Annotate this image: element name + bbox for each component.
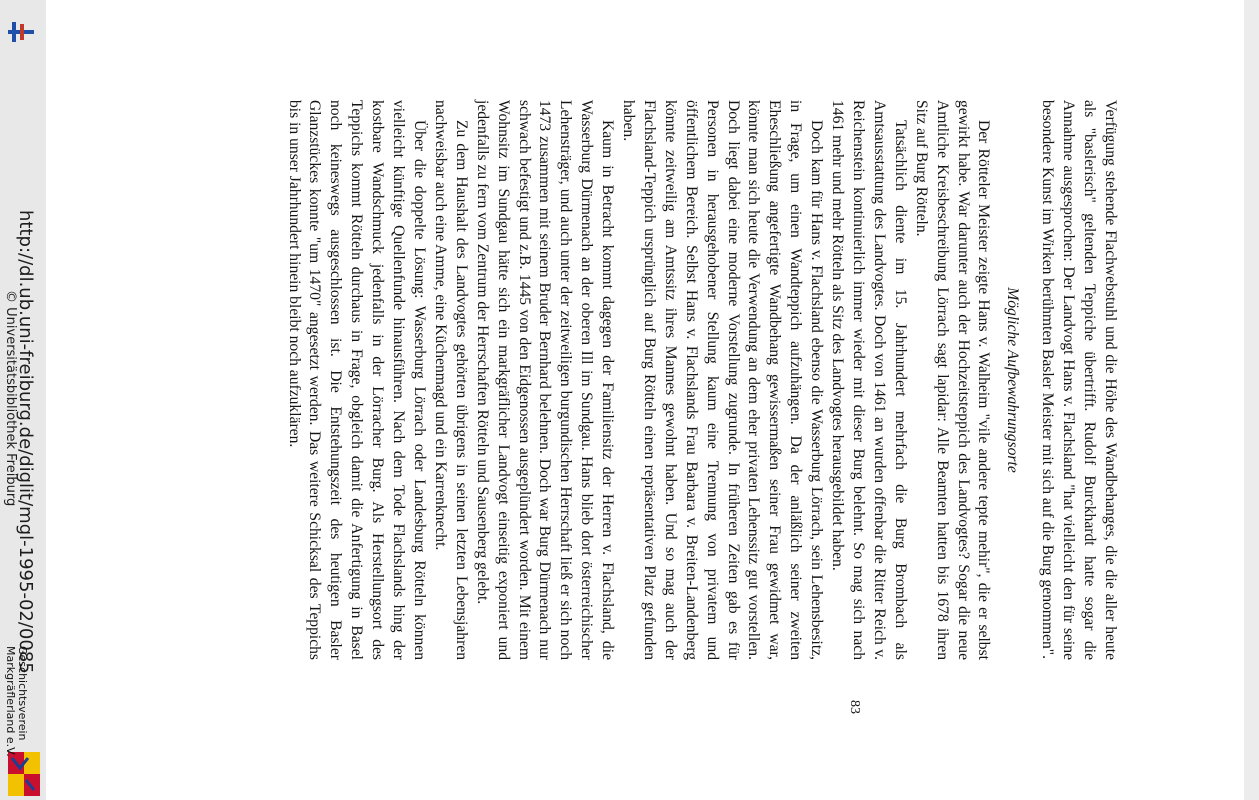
continuation-paragraph: Verfügung stehende Flachwebstuhl und die Höhe des Wandbehanges, die die aller heute als "baslerisch" geltenden Teppiche übertrifft. Rudolf Burckhardt hatte sogar die Annahme ausgesprochen: Der Landvogt Hans v. Flachsland "hat vielleicht den für seine besondere Kunst im Wirken berühmten Basler Meister mit sich auf die Burg genommen". xyxy=(1039,100,1119,660)
body-paragraph: Der Rötteler Meister zeigte Hans v. Walheim "vile andere tepte mehir", die er selbst gewirkt habe. War darunter auch der Hochzeitsteppich des Landvogtes? Sogar die neue Amtliche Kreisbeschreibung Lörrach sagt lapidar: Alle Beamten hatten bis 1678 ihren Sitz auf Burg Rötteln. xyxy=(912,100,993,660)
page-text-block xyxy=(283,100,1120,660)
body-paragraph: Kaum in Betracht kommt dagegen der Familiensitz der Herren v. Flachsland, die Wasserburg Dürmenach an der oberen Ill im Sundgau. Hans blieb dort österreichischer Lehensträger, und auch unter der zeitweiligen burgundischen Herrschaft ließ er sich noch 1473 zusammen mit seinem Bruder Bernhard belehnen. Doch war Burg Dürmenach nur schwach befestigt und z.B. 1445 von den Eidgenossen ausgeplündert worden. Mit einem Wohnsitz im Sundgau hätte sich ein markgräflicher Landvogt einseitig exponiert und jedenfalls zu fern vom Zentrum der Herrschaften Rötteln und Sausenberg gelebt. xyxy=(473,100,617,660)
society-name xyxy=(4,646,28,757)
body-paragraph: Zu dem Haushalt des Landvogtes gehörten übrigens in seinen letzten Lebensjahren nachweisbar auch eine Amme, eine Küchenmagd und ein Karrenknecht. xyxy=(431,100,470,660)
body-paragraph: Tatsächlich diente im 15. Jahrhundert mehrfach die Burg Brombach als Amtsausstattung des Landvogtes. Doch von 1461 an wurden offenbar die Ritter Reich v. Reichenstein kontinuierlich immer wieder mit dieser Burg belehnt. So mag sich nach 1461 mehr und mehr Rötteln als Sitz des Landvogtes herausgebildet haben. xyxy=(829,100,909,660)
viewer-right-margin xyxy=(1244,0,1259,800)
body-paragraph: Über die doppelte Lösung: Wasserburg Lörrach oder Landesburg Rötteln können vielleicht künftige Quellenfunde hinausführen. Nach dem Tode Flachslands hing der kostbare Wandschmuck jedenfalls in der Lörracher Burg. Als Herstellungsort des Teppichs kommt Rötteln durchaus in Frage, obgleich damit die Anfertigung in Basel noch keineswegs ausgeschlossen ist. Die Entstehungszeit des heutigen Basler Glanzstückes konnte "um 1470" angesetzt werden. Das weitere Schicksal des Teppichs bis in unser Jahrhundert hinein bleibt noch aufzuklären. xyxy=(285,100,428,660)
section-heading: Mögliche Aufbewahrungsorte xyxy=(1004,287,1022,473)
body-paragraph: Doch kam für Hans v. Flachsland ebenso die Wasserburg Lörrach, sein Lehensbesitz, in Frage, um einen Wandteppich aufzuhängen. Da der anläßlich seiner zweiten Eheschließung angefertigte Wandbehang gewissermaßen seiner Frau gewidmet war, könnte man sich heute die Verwendung an dem eher privaten Lehenssitz gut vorstellen. Doch liegt dabei eine moderne Vorstellung zugrunde. In früheren Zeiten gab es für Personen in herausgehobener Stellung kaum eine Trennung von privatem und öffentlichem Bereich. Selbst Hans v. Flachslands Frau Barbara v. Breiten-Landenberg könnte zeitweilig am Amtssitz ihres Mannes gewohnt haben. Und so mag auch der Flachsland-Teppich ursprünglich auf Burg Rötteln einen repräsentativen Platz gefunden haben. xyxy=(620,100,826,660)
copyright-notice: © Universitätsbibliothek Freiburg xyxy=(3,290,18,507)
society-crest-icon xyxy=(8,752,40,796)
library-logo-icon xyxy=(4,22,38,42)
document-url[interactable]: http://dl.ub.uni-freiburg.de/diglit/mgl-1995-02/0085 xyxy=(15,210,36,674)
society-name-line2: Markgräflerland e.V. xyxy=(4,646,17,757)
society-name-line1: Geschichtsverein xyxy=(16,646,29,741)
page-number: 83 xyxy=(847,700,862,714)
